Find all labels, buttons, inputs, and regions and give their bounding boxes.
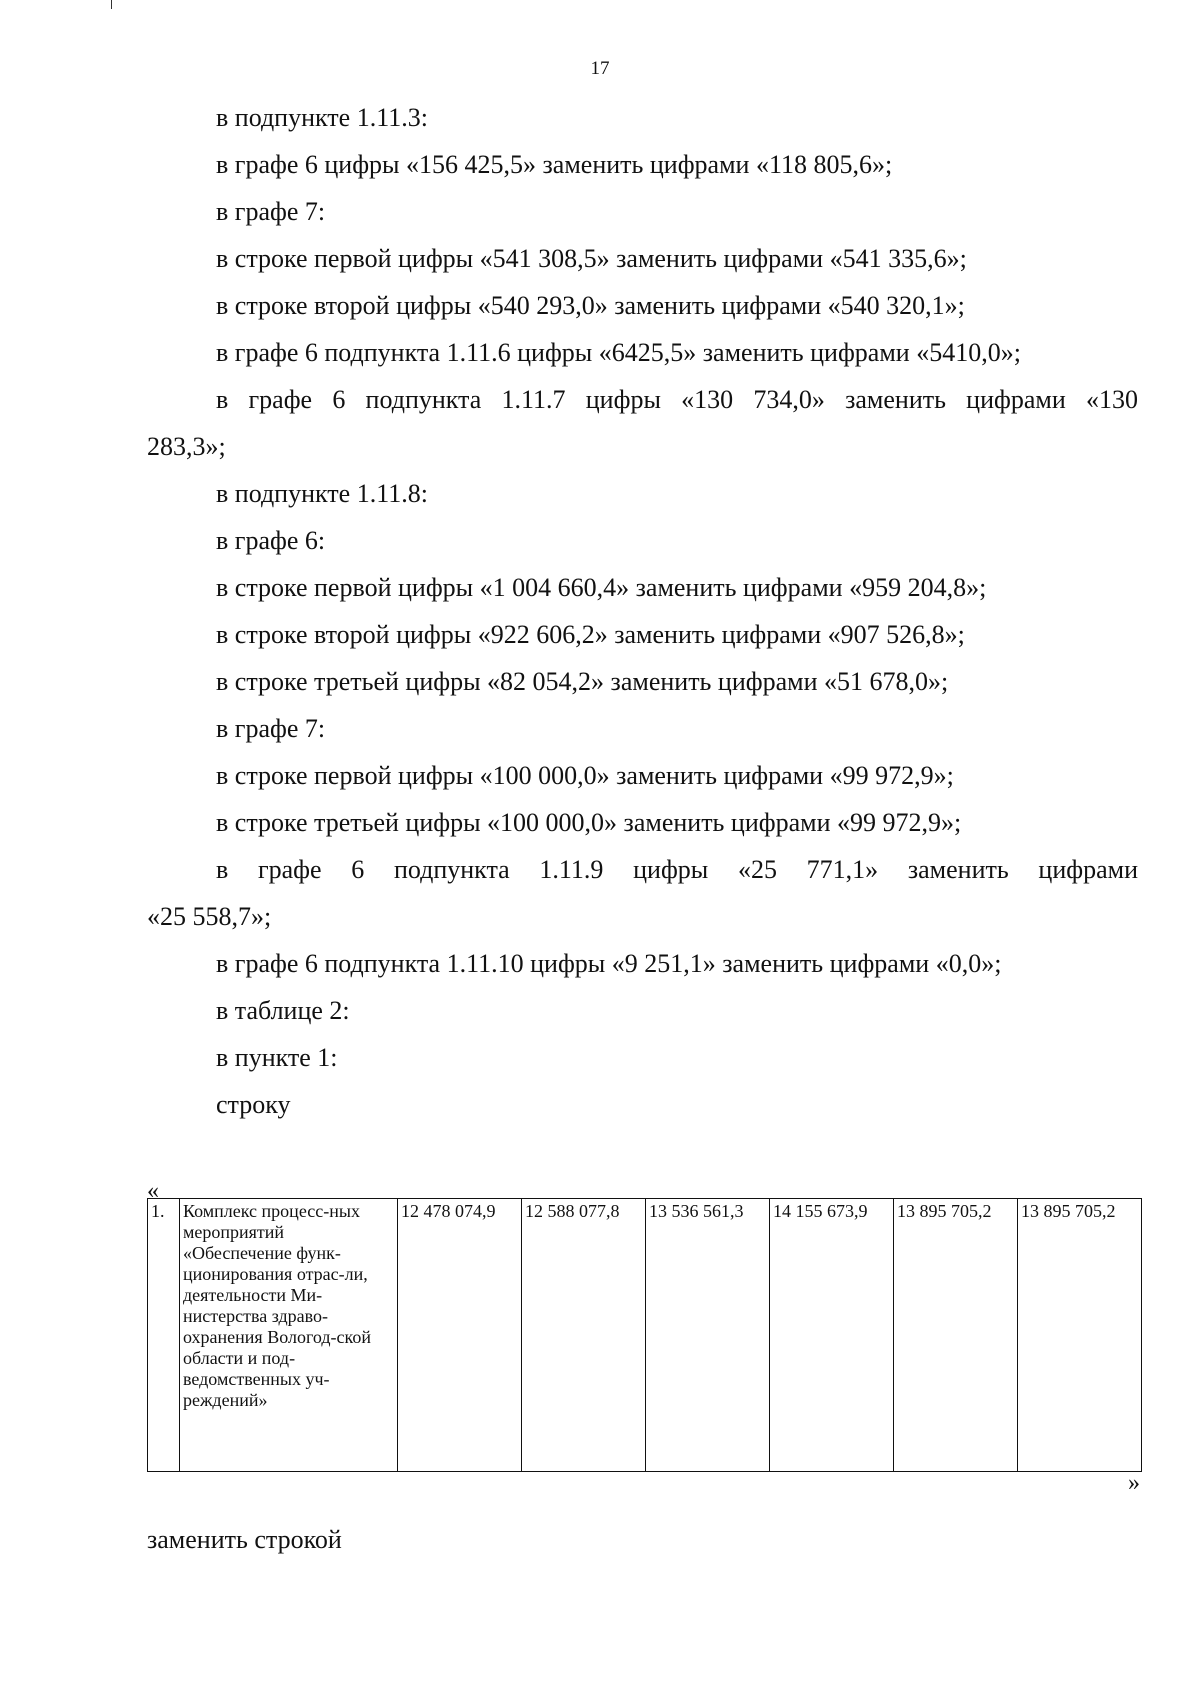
value-cell-6: 13 895 705,2: [1018, 1199, 1142, 1472]
line-17: в графе 6 подпункта 1.11.9 цифры «25 771,1» заменить цифрами: [216, 855, 1138, 884]
value-cell-5: 13 895 705,2: [894, 1199, 1018, 1472]
line-11: в строке первой цифры «1 004 660,4» заменить цифрами «959 204,8»;: [216, 573, 987, 602]
row-number: 1.: [148, 1199, 180, 1472]
value-cell-1: 12 478 074,9: [398, 1199, 522, 1472]
value-cell-3: 13 536 561,3: [646, 1199, 770, 1472]
row-name: Комплекс процесс-ных мероприятий «Обеспечение функ-ционирования отрас-ли, деятельности Ми-нистерства здраво-охранения Вологод-ской области и под-ведомственных уч-реждений»: [180, 1199, 398, 1472]
line-1: в подпункте 1.11.3:: [216, 103, 428, 132]
line-15: в строке первой цифры «100 000,0» заменить цифрами «99 972,9»;: [216, 761, 954, 790]
line-18: «25 558,7»;: [147, 902, 272, 931]
page-number: 17: [590, 58, 610, 79]
replacement-table: [147, 1198, 1142, 1472]
table-row: [148, 1199, 1142, 1472]
line-6: в графе 6 подпункта 1.11.6 цифры «6425,5» заменить цифрами «5410,0»;: [216, 338, 1021, 367]
line-9: в подпункте 1.11.8:: [216, 479, 428, 508]
value-cell-2: 12 588 077,8: [522, 1199, 646, 1472]
line-12: в строке второй цифры «922 606,2» заменить цифрами «907 526,8»;: [216, 620, 965, 649]
quote-close: »: [1128, 1470, 1140, 1496]
line-21: в пункте 1:: [216, 1043, 338, 1072]
scan-mark: [111, 0, 112, 9]
line-16: в строке третьей цифры «100 000,0» заменить цифрами «99 972,9»;: [216, 808, 962, 837]
line-4: в строке первой цифры «541 308,5» заменить цифрами «541 335,6»;: [216, 244, 967, 273]
line-22: строку: [216, 1090, 291, 1119]
line-14: в графе 7:: [216, 714, 326, 743]
line-20: в таблице 2:: [216, 996, 350, 1025]
quote-open: «: [147, 1178, 159, 1204]
line-19: в графе 6 подпункта 1.11.10 цифры «9 251,1» заменить цифрами «0,0»;: [216, 949, 1002, 978]
line-7: в графе 6 подпункта 1.11.7 цифры «130 734,0» заменить цифрами «130: [216, 385, 1138, 414]
line-2: в графе 6 цифры «156 425,5» заменить цифрами «118 805,6»;: [216, 150, 893, 179]
line-13: в строке третьей цифры «82 054,2» заменить цифрами «51 678,0»;: [216, 667, 949, 696]
line-3: в графе 7:: [216, 197, 326, 226]
line-8: 283,3»;: [147, 432, 226, 461]
value-cell-4: 14 155 673,9: [770, 1199, 894, 1472]
line-5: в строке второй цифры «540 293,0» заменить цифрами «540 320,1»;: [216, 291, 965, 320]
closing-text: заменить строкой: [147, 1525, 342, 1554]
line-10: в графе 6:: [216, 526, 326, 555]
